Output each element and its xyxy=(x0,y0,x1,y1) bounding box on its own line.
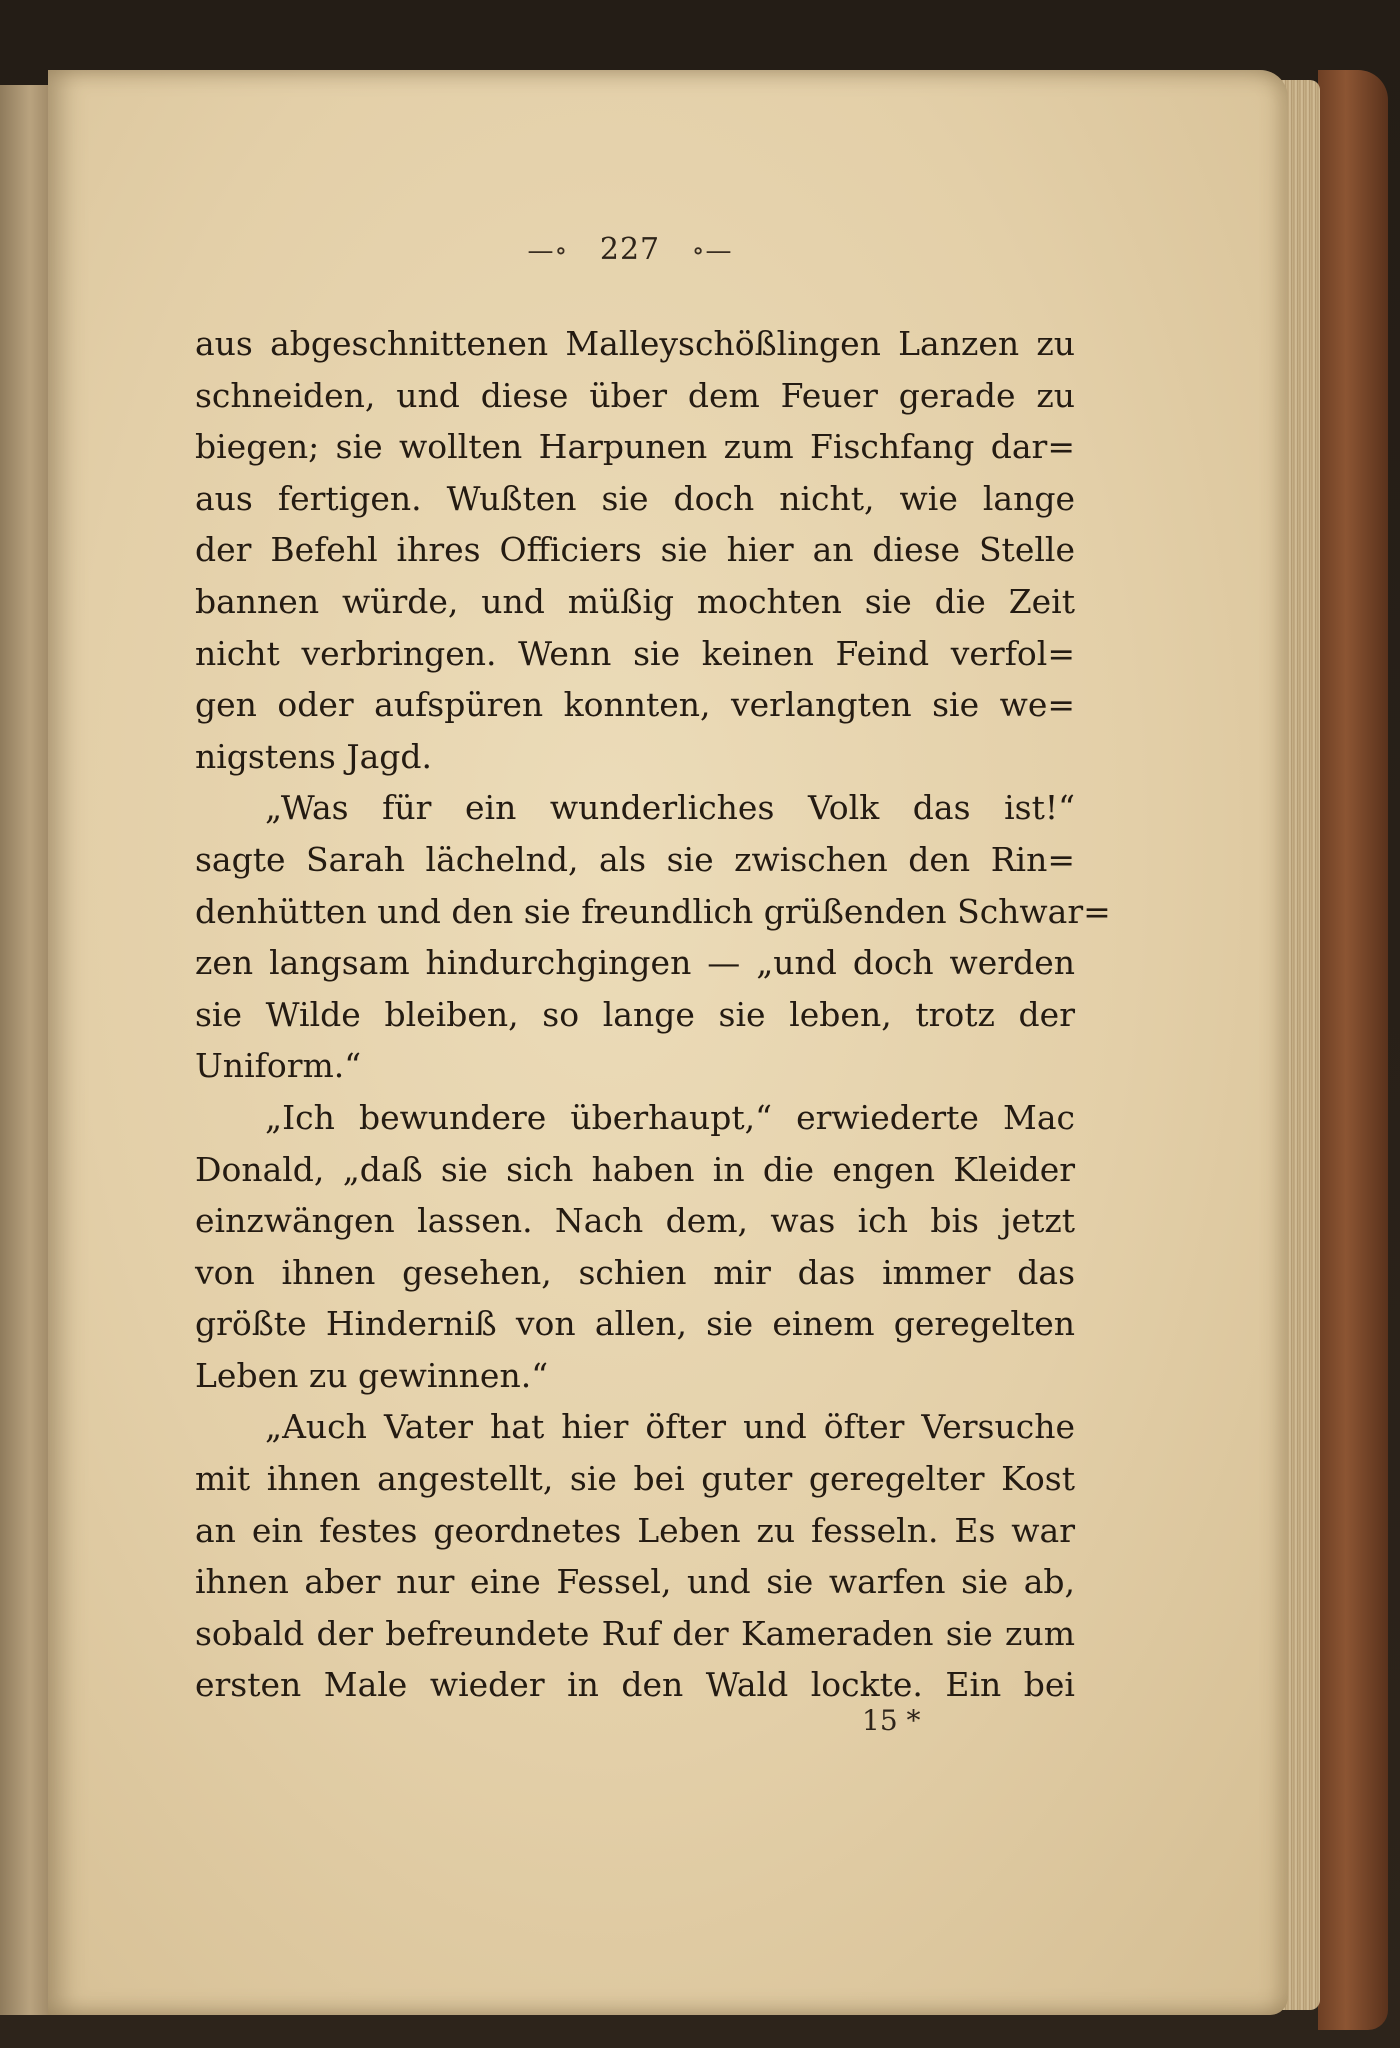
text-line: Donald, „daß sie sich haben in die engen Kleider xyxy=(195,1149,1075,1189)
text-line: sie Wilde bleiben, so lange sie leben, trotz der xyxy=(195,994,1075,1034)
signature-mark: 15 * xyxy=(862,1704,921,1737)
text-line: größte Hinderniß von allen, sie einem geregelten xyxy=(195,1304,1075,1344)
header-ornament-right: ∘— xyxy=(691,236,733,266)
body-text xyxy=(195,318,1111,1711)
text-line: biegen; sie wollten Harpunen zum Fischfang dar= xyxy=(195,427,1075,467)
text-line: „Was für ein wunderliches Volk das ist!“ xyxy=(265,788,1075,828)
text-line: Uniform.“ xyxy=(195,1046,362,1086)
text-line: mit ihnen angestellt, sie bei guter geregelter Kost xyxy=(195,1459,1075,1499)
text-line: denhütten und den sie freundlich grüßenden Schwar= xyxy=(195,891,1111,931)
text-line: der Befehl ihres Officiers sie hier an diese Stelle xyxy=(195,530,1075,570)
text-line: einzwängen lassen. Nach dem, was ich bis jetzt xyxy=(195,1201,1075,1241)
text-line: „Auch Vater hat hier öfter und öfter Versuche xyxy=(265,1407,1075,1447)
page-number: 227 xyxy=(599,232,661,267)
text-line: zen langsam hindurchgingen — „und doch werden xyxy=(195,943,1075,983)
text-line: schneiden, und diese über dem Feuer gerade zu xyxy=(195,375,1075,415)
text-line: „Ich bewundere überhaupt,“ erwiederte Mac xyxy=(265,1097,1075,1137)
text-line: aus abgeschnittenen Malleyschößlingen Lanzen zu xyxy=(195,324,1075,363)
text-line: bannen würde, und müßig mochten sie die Zeit xyxy=(195,581,1075,621)
text-line: ersten Male wieder in den Wald lockte. Ein bei xyxy=(195,1665,1075,1705)
text-line: aus fertigen. Wußten sie doch nicht, wie lange xyxy=(195,478,1075,518)
page-header xyxy=(500,232,760,282)
text-line: nigstens Jagd. xyxy=(195,736,432,776)
text-line: nicht verbringen. Wenn sie keinen Feind verfol= xyxy=(195,633,1075,673)
text-line: an ein festes geordnetes Leben zu fesseln. Es war xyxy=(195,1510,1075,1550)
header-ornament-left: —∘ xyxy=(527,236,569,266)
text-line: ihnen aber nur eine Fessel, und sie warfen sie ab, xyxy=(195,1562,1075,1602)
text-line: sobald der befreundete Ruf der Kameraden sie zum xyxy=(195,1613,1075,1653)
text-line: gen oder aufspüren konnten, verlangten sie we= xyxy=(195,685,1075,725)
text-line: Leben zu gewinnen.“ xyxy=(195,1355,549,1395)
book-cover-edge xyxy=(1318,70,1388,2030)
left-page-edge xyxy=(0,85,52,2015)
text-line: von ihnen gesehen, schien mir das immer das xyxy=(195,1252,1075,1292)
text-line: sagte Sarah lächelnd, als sie zwischen den Rin= xyxy=(195,839,1075,879)
